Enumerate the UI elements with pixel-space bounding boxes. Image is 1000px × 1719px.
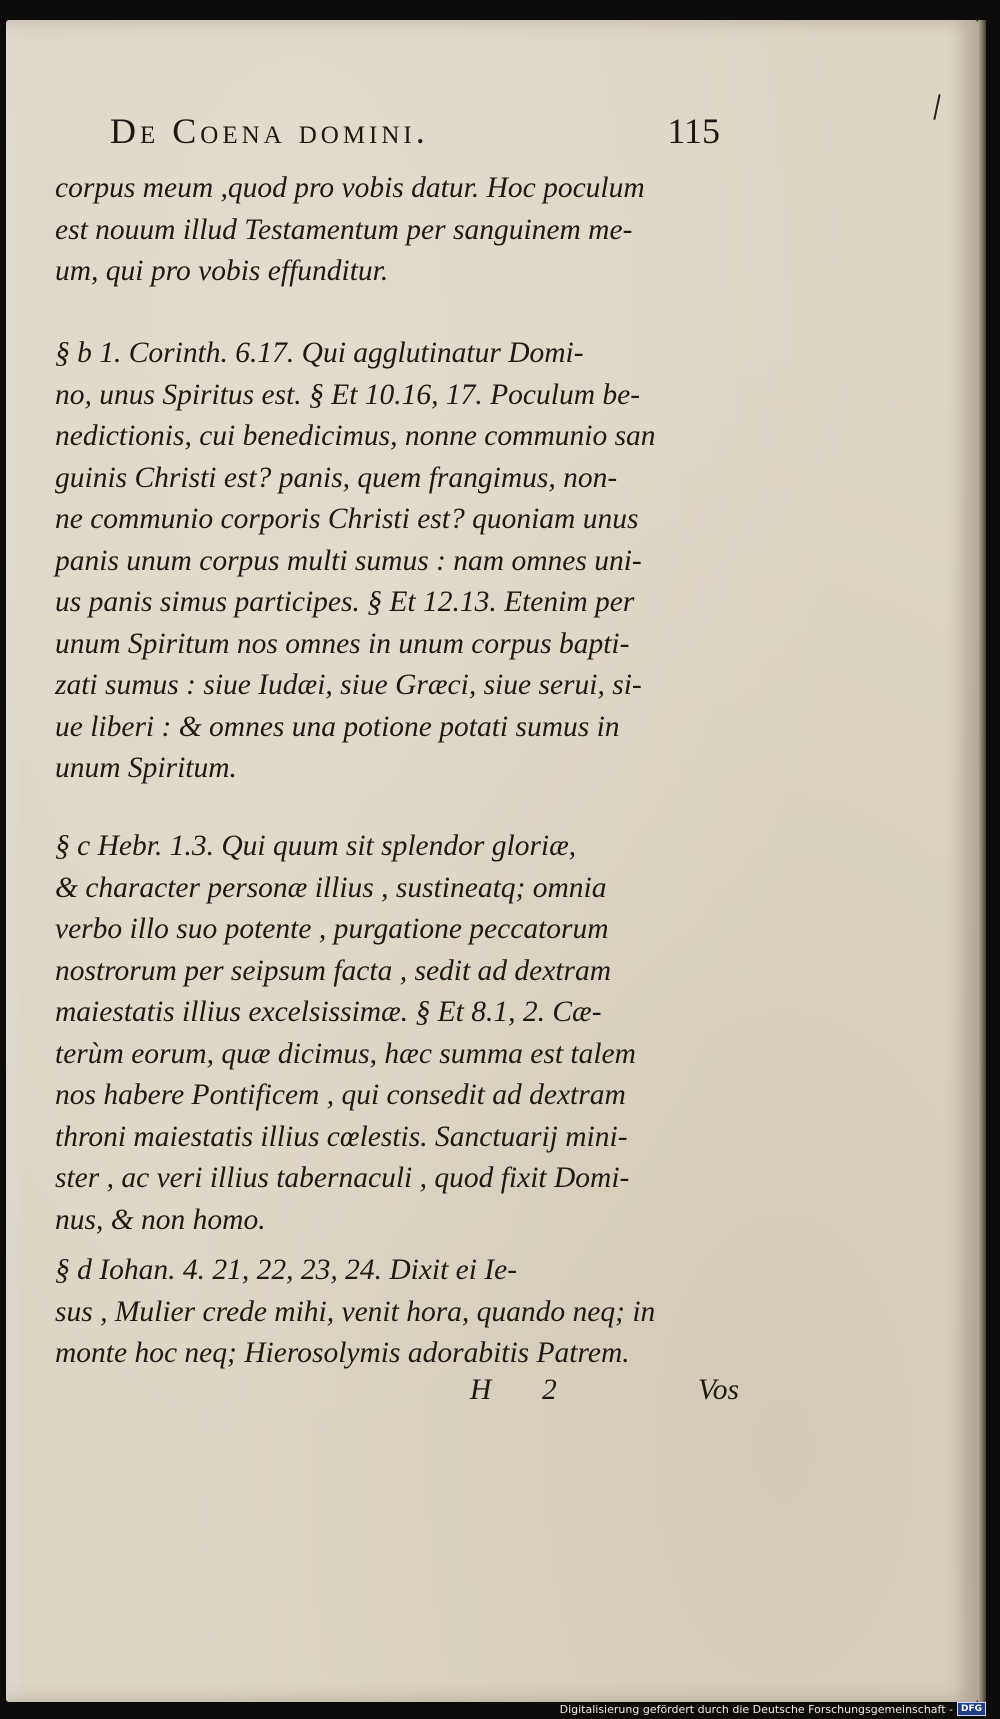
paragraph-2 (55, 333, 755, 790)
paragraph-1 (55, 168, 755, 293)
text-line: sus , Mulier crede mihi, venit hora, quando neq; in (55, 1295, 656, 1328)
running-header (110, 110, 720, 160)
text-line: verbo illo suo potente , purgatione peccatorum (55, 913, 609, 945)
text-line: corpus meum ,quod pro vobis datur. Hoc poculum (55, 172, 645, 204)
text-line: no, unus Spiritus est. § Et 10.16, 17. Poculum be- (55, 378, 641, 411)
page-number: 115 (667, 111, 720, 151)
text-line: maiestatis illius excelsissimæ. § Et 8.1, 2. Cæ- (55, 996, 602, 1028)
text-line: terùm eorum, quæ dicimus, hæc summa est talem (55, 1037, 636, 1070)
text-line: est nouum illud Testamentum per sanguinem me- (55, 213, 633, 246)
catchword: Vos (698, 1374, 739, 1406)
signature-number: 2 (542, 1374, 557, 1406)
text-line: panis unum corpus multi sumus : nam omnes uni- (55, 544, 642, 577)
text-line: zati sumus : siue Iudæi, siue Græci, siue serui, si- (55, 669, 642, 701)
text-line: monte hoc neq; Hierosolymis adorabitis Patrem. (55, 1337, 630, 1369)
text-line: ue liberi : & omnes una potione potati sumus in (55, 710, 620, 743)
text-line: um, qui pro vobis effunditur. (55, 255, 389, 287)
text-line: guinis Christi est? panis, quem frangimus, non- (55, 461, 618, 494)
text-line: us panis simus participes. § Et 12.13. Etenim per (55, 586, 635, 618)
footer-credit: Digitalisierung gefördert durch die Deutsche Forschungsgemeinschaft - (559, 1702, 953, 1716)
text-line: throni maiestatis illius cœlestis. Sanctuarij mini- (55, 1120, 628, 1153)
text-line: § c Hebr. 1.3. Qui quum sit splendor gloriæ, (55, 830, 577, 862)
text-line: ster , ac veri illius tabernaculi , quod fixit Domi- (55, 1162, 630, 1194)
paragraph-4 (55, 1250, 755, 1375)
text-line: nedictionis, cui benedicimus, nonne communio san (55, 420, 656, 452)
text-line: § b 1. Corinth. 6.17. Qui agglutinatur Domi- (55, 337, 584, 369)
text-line: § d Iohan. 4. 21, 22, 23, 24. Dixit ei Ie- (55, 1254, 518, 1286)
text-line: ne communio corporis Christi est? quoniam unus (55, 503, 639, 535)
signature-mark: H (470, 1374, 492, 1406)
text-line: & character personæ illius , sustineatq; omnia (55, 871, 607, 904)
dfg-logo: DFG (957, 1702, 986, 1716)
paragraph-3 (55, 826, 755, 1241)
text-line: nostrorum per seipsum facta , sedit ad dextram (55, 954, 612, 987)
text-line: unum Spiritum. (55, 752, 237, 784)
running-title: De Coena domini. (110, 111, 429, 151)
text-line: unum Spiritum nos omnes in unum corpus bapti- (55, 627, 630, 660)
text-line: nus, & non homo. (55, 1203, 266, 1236)
digitization-footer (560, 1701, 986, 1717)
page-edge (978, 20, 986, 1702)
text-line: nos habere Pontificem , qui consedit ad dextram (55, 1079, 626, 1111)
